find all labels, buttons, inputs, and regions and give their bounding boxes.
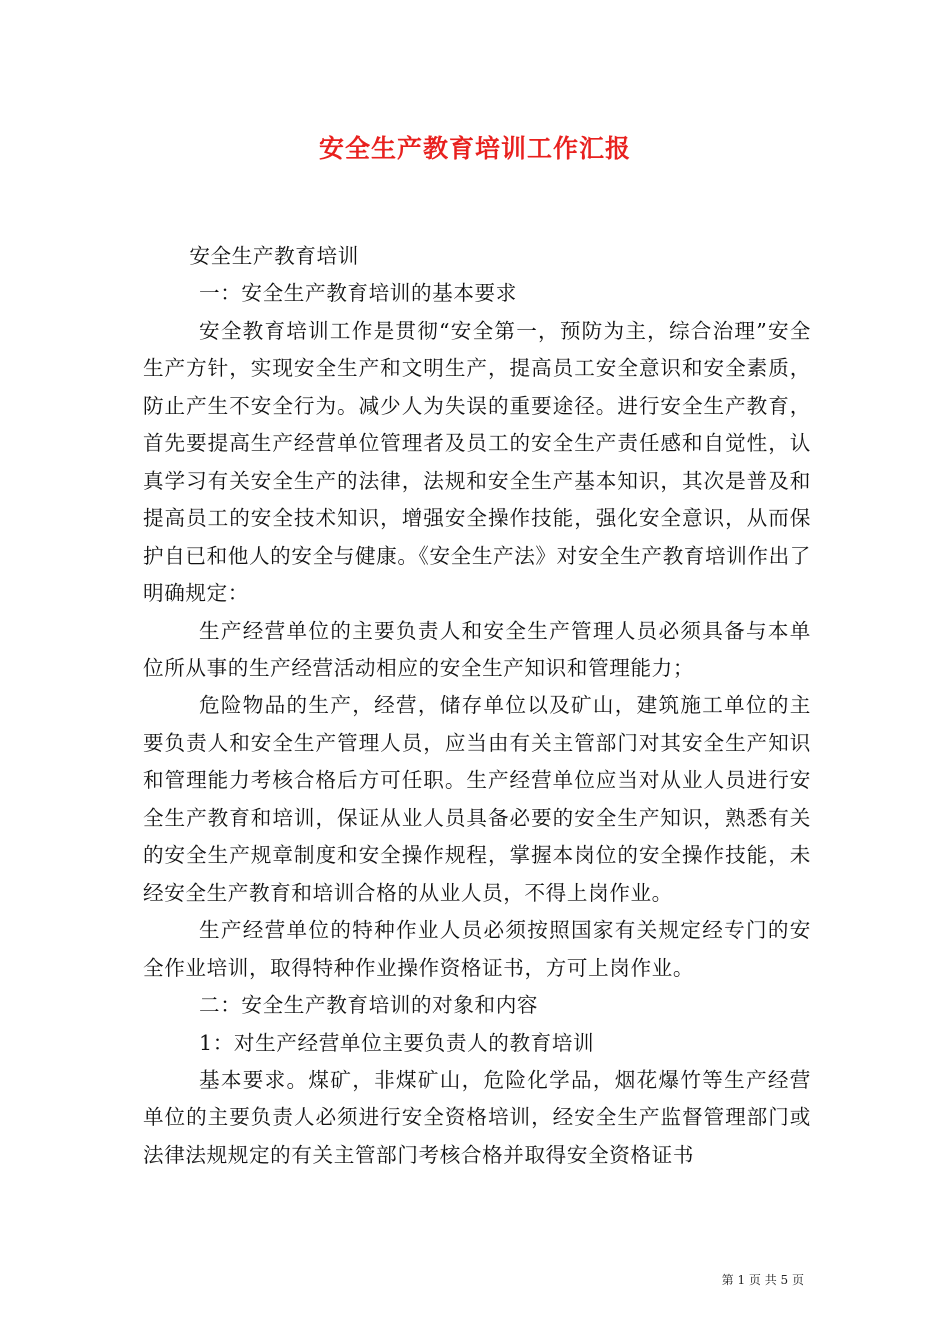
paragraph: 危险物品的生产，经营，储存单位以及矿山，建筑施工单位的主要负责人和安全生产管理人员，应当由有关主管部门对其安全生产知识和管理能力考核合格后方可任职。生产经营单位应当对从业人员进行安全生产教育和培训，保证从业人员具备必要的安全生产知识，熟悉有关的安全生产规章制度和安全操作规程，掌握本岗位的安全操作技能，未经安全生产教育和培训合格的从业人员，不得上岗作业。 xyxy=(143,693,811,905)
paragraph: 生产经营单位的特种作业人员必须按照国家有关规定经专门的安全作业培训，取得特种作业操作资格证书，方可上岗作业。 xyxy=(143,918,811,980)
page-number: 第 1 页 共 5 页 xyxy=(721,1273,804,1287)
paragraph: 安全教育培训工作是贯彻“安全第一，预防为主，综合治理”安全生产方针，实现安全生产和文明生产，提高员工安全意识和安全素质，防止产生不安全行为。减少人为失误的重要途径。进行安全生产教育，首先要提高生产经营单位管理者及员工的安全生产责任感和自觉性，认真学习有关安全生产的法律，法规和安全生产基本知识，其次是普及和提高员工的安全技术知识，增强安全操作技能，强化安全意识，从而保护自已和他人的安全与健康。《安全生产法》对安全生产教育培训作出了明确规定： xyxy=(143,318,811,606)
paragraph: 生产经营单位的主要负责人和安全生产管理人员必须具备与本单位所从事的生产经营活动相应的安全生产知识和管理能力； xyxy=(143,618,811,680)
subsection-heading: 二：安全生产教育培训的对象和内容 xyxy=(199,993,539,1018)
document-body xyxy=(143,238,811,1174)
subsection-heading: 1：对生产经营单位主要负责人的教育培训 xyxy=(199,1030,595,1055)
document-title: 安全生产教育培训工作汇报 xyxy=(318,134,631,163)
subsection-heading: 一：安全生产教育培训的基本要求 xyxy=(199,281,517,306)
section-heading: 安全生产教育培训 xyxy=(189,244,359,268)
paragraph: 基本要求。煤矿，非煤矿山，危险化学品，烟花爆竹等生产经营单位的主要负责人必须进行安全资格培训，经安全生产监督管理部门或法律法规规定的有关主管部门考核合格并取得安全资格证书 xyxy=(143,1067,811,1167)
